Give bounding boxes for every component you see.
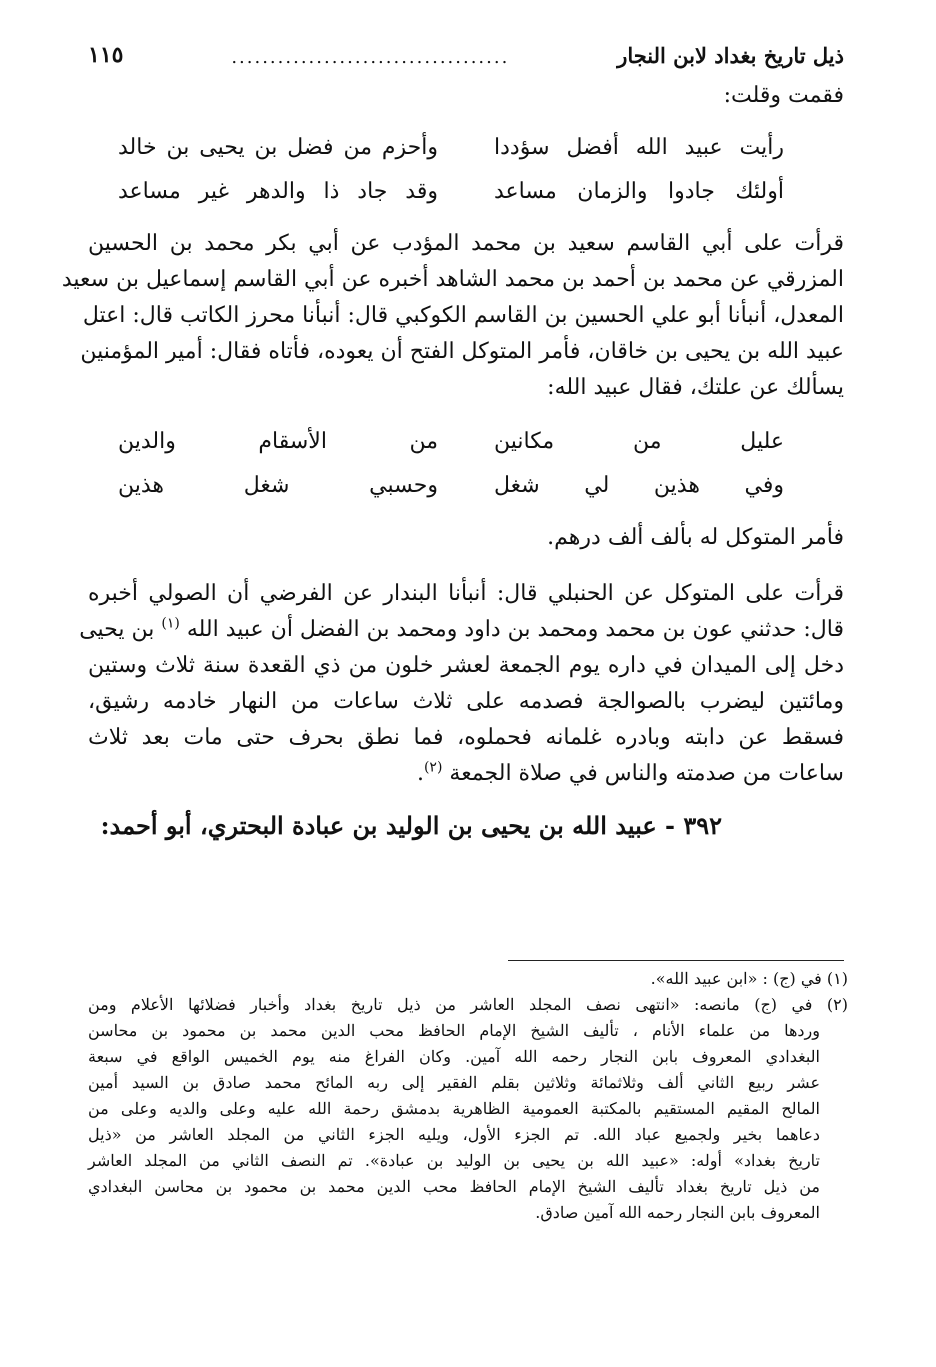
verse-block-2	[88, 420, 844, 508]
page-number: ١١٥	[88, 42, 124, 68]
text-line	[88, 756, 844, 792]
text-line: المزرقي عن محمد بن أحمد بن محمد الشاهد أخبره عن أبي القاسم إسماعيل بن سعيد	[61, 267, 844, 292]
text-line: فأمر المتوكل له بألف ألف درهم.	[547, 525, 844, 550]
verse-second-hemistich: وأحزم من فضل بن يحيى بن خالد	[118, 135, 438, 160]
footnote-reference[interactable]: (٢)	[423, 759, 443, 776]
footnote-2-line: عشر ربيع الثاني ألف وثلاثمائة وثلاثين بقلم الفقير إلى ربه المائح محمد صادق بن السيد أمين	[88, 1073, 821, 1092]
text-line: ومائتين ليضرب بالصوالجة فصدمه على ثلاث ساعات من النهار خادمه رشيق،	[88, 689, 844, 714]
text-segment: بن يحيى	[79, 617, 155, 642]
main-text	[61, 80, 844, 846]
verse-second-hemistich: وقد جاد ذا والدهر غير مساعد	[118, 179, 438, 204]
verse-second-hemistich: وحسبي شغل هذين	[118, 473, 438, 498]
verse-block-1	[88, 126, 844, 214]
paragraph-1	[61, 226, 844, 406]
verse-row	[118, 464, 784, 508]
text-line: قرأت على أبي القاسم سعيد بن محمد المؤدب عن أبي بكر محمد بن الحسين	[88, 231, 844, 256]
paragraph-2	[88, 520, 844, 556]
verse-first-hemistich: عليل من مكانين	[494, 429, 784, 454]
footnote-2-line: (٢) في (ج) مانصه: «انتهى نصف المجلد العاشر من ذيل تاريخ بغداد وأخبار فضلائها الأعلام ومن	[88, 995, 848, 1014]
footnote-2-line: دعاهما بخير ولجميع عباد الله. تم الجزء الأول، ويليه الجزء الثاني من المجلد العاشر من «ذيل	[88, 1125, 821, 1144]
footnote-2-line: وردها من علماء الأنام ، تأليف الشيخ الإمام الحافظ محب الدين محمد بن محمود بن محاسن	[88, 1021, 820, 1040]
paragraph-3	[79, 576, 844, 792]
footnote-2-line: تاريخ بغداد» أوله: «عبيد الله بن يحيى بن الوليد بن عبادة». تم النصف الثاني من المجلد العاشر	[88, 1151, 820, 1170]
text-line: المعدل، أنبأنا أبو علي الحسين بن القاسم الكوكبي قال: أنبأنا محرز الكاتب قال: اعتل	[82, 303, 844, 328]
footnote-1: (١) في (ج) : «ابن عبيد الله».	[650, 969, 848, 988]
text-line: عبيد الله بن يحيى بن خاقان، فأمر المتوكل الفتح أن يعوده، فأتاه فقال: أمير المؤمنين	[80, 339, 844, 364]
verse-second-hemistich: من الأسقام والدين	[118, 429, 438, 454]
text-line: فسقط عن دابته وبادره غلمانه فحملوه، فما نطق بحرف حتى مات بعد ثلاث	[88, 725, 844, 750]
verse-first-hemistich: أولئك جادوا والزمان مساعد	[494, 179, 784, 204]
text-line	[79, 612, 844, 648]
entry-heading: ٣٩٢ - عبيد الله بن يحيى بن الوليد بن عبادة البحتري، أبو أحمد:	[100, 811, 722, 840]
verse-row	[118, 170, 784, 214]
footnote-2-line: البغدادي المعروف بابن النجار رحمه الله آمين. وكان الفراغ منه يوم الخميس الواقع في سبعة	[88, 1047, 820, 1066]
text-segment: قال: حدثني عون بن محمد ومحمد بن داود ومحمد بن الفضل أن عبيد الله	[186, 617, 844, 642]
footnote-2-line: المالح المقيم المستقيم بالمكتبة العمومية الظاهرية بدمشق رحمة الله عليه وعلى والديه وعلى من	[88, 1099, 820, 1118]
leader-dots: ....................................	[231, 47, 510, 68]
text-segment: .	[416, 761, 424, 786]
text-segment: ساعات من صدمته والناس في صلاة الجمعة	[449, 761, 844, 786]
text-line: قرأت على المتوكل عن الحنبلي قال: أنبأنا البندار عن الفرضي أن الصولي أخبره	[88, 581, 844, 606]
footnotes	[88, 966, 848, 1226]
footnote-reference[interactable]: (١)	[161, 615, 180, 632]
verse-first-hemistich: وفي هذين لي شغل	[494, 473, 784, 498]
footnote-2-line: المعروف بابن النجار رحمه الله آمين صادق.	[535, 1203, 820, 1222]
verse-first-hemistich: رأيت عبيد الله أفضل سؤددا	[494, 135, 784, 160]
verse-row	[118, 420, 784, 464]
footnote-divider	[508, 960, 844, 961]
intro-line: فقمت وقلت:	[723, 83, 844, 108]
running-header	[88, 30, 844, 68]
running-title: ذيل تاريخ بغداد لابن النجار	[617, 43, 844, 68]
footnote-2-line: من ذيل تاريخ بغداد تأليف الشيخ الإمام الحافظ محب الدين محمد بن محمود بن محاسن البغدادي	[88, 1177, 820, 1196]
verse-row	[118, 126, 784, 170]
text-line: دخل إلى الميدان في داره يوم الجمعة لعشر خلون من ذي القعدة سنة ثلاث وستين	[88, 653, 844, 678]
text-line: يسألك عن علتك، فقال عبيد الله:	[547, 375, 844, 400]
